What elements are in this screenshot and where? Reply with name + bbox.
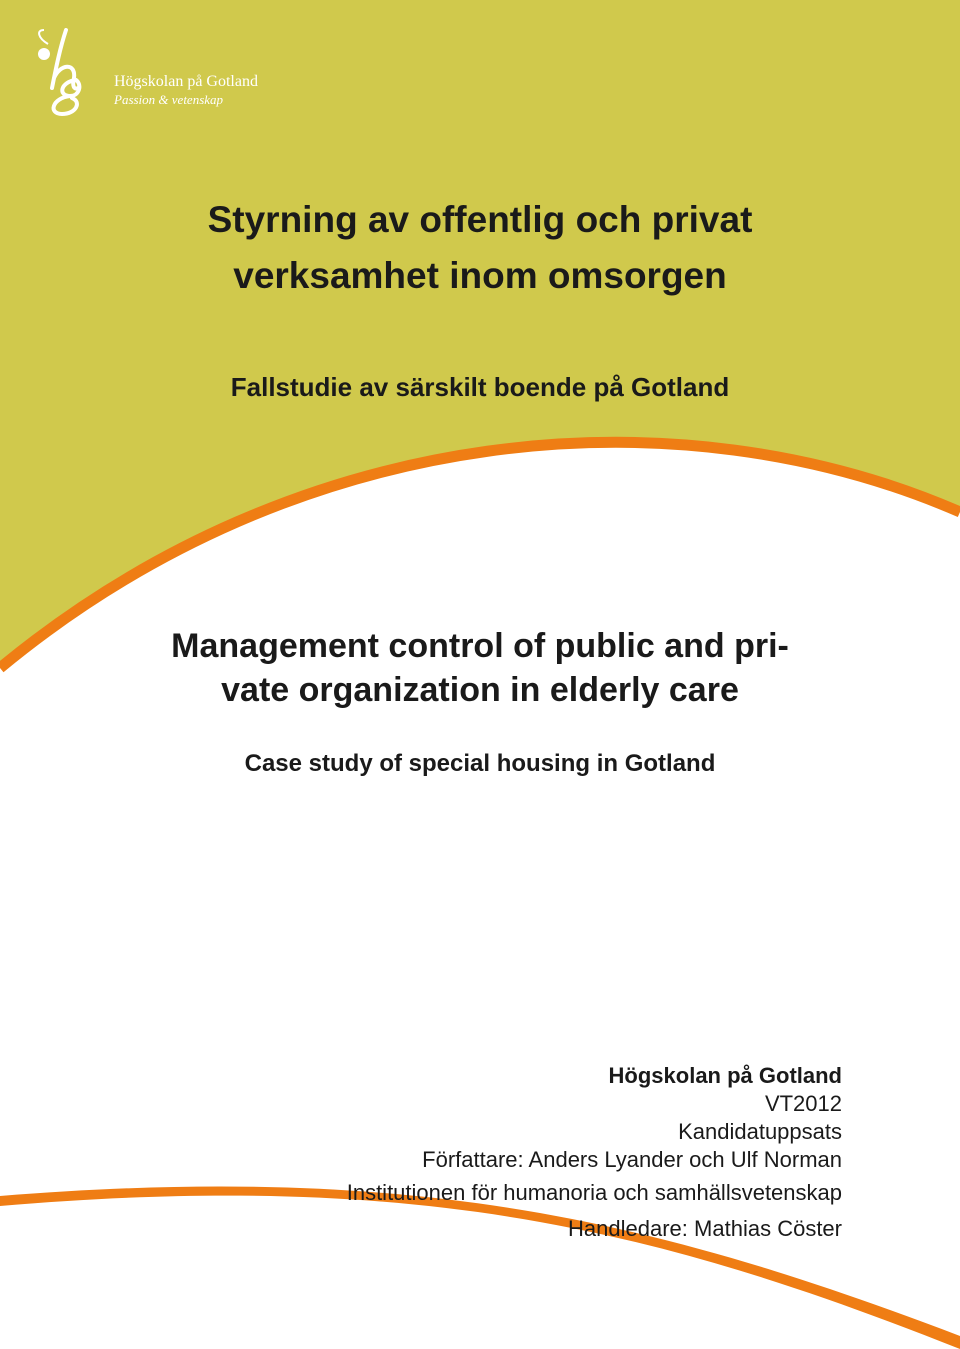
- supervisor-line: [347, 1210, 842, 1248]
- english-title-line2: vate organization in elderly care: [221, 671, 739, 709]
- supervisor: Mathias Cöster: [694, 1216, 842, 1241]
- english-subtitle: Case study of special housing in Gotland: [244, 750, 716, 777]
- authors-line: [347, 1146, 842, 1174]
- institution-name: Högskolan på Gotland: [608, 1063, 842, 1088]
- logo-name: Högskolan på Gotland: [114, 73, 258, 90]
- university-logo: [30, 28, 260, 118]
- thesis-type: Kandidatuppsats: [678, 1119, 842, 1144]
- thesis-info: [347, 1062, 842, 1248]
- swedish-title-line2: verksamhet inom omsorgen: [233, 255, 727, 296]
- hg-monogram-icon: [30, 28, 110, 118]
- swedish-title: [0, 192, 960, 304]
- authors: Anders Lyander och Ulf Norman: [528, 1147, 842, 1172]
- english-title-line1: Management control of public and pri-: [171, 627, 789, 665]
- swedish-subtitle: Fallstudie av särskilt boende på Gotland: [230, 372, 730, 402]
- supervisor-label: Handledare:: [568, 1216, 688, 1241]
- authors-label: Författare:: [422, 1147, 524, 1172]
- english-title: [0, 624, 960, 712]
- term: VT2012: [764, 1091, 842, 1116]
- department: Institutionen för humanoria och samhällsvetenskap: [346, 1180, 842, 1205]
- swedish-title-line1: Styrning av offentlig och privat: [207, 199, 753, 240]
- logo-tagline: Passion & vetenskap: [114, 92, 224, 107]
